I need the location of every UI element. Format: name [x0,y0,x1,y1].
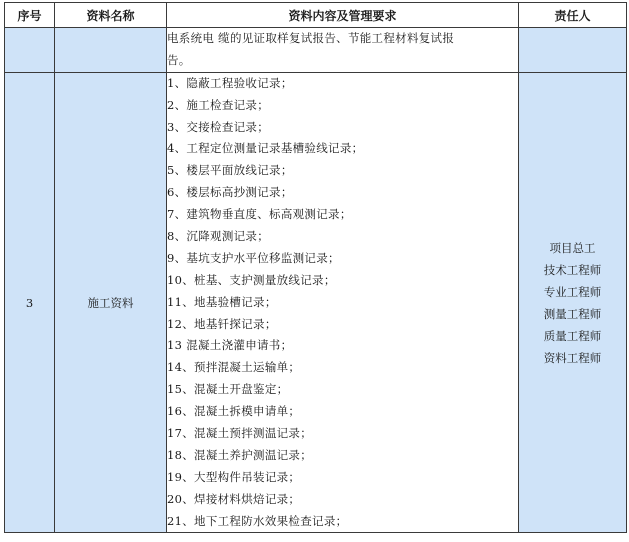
cell-name [55,72,167,533]
responsible-person: 技术工程师 [543,262,602,277]
header-row [5,3,627,28]
content-item: 14、预拌混凝土运输单； [167,360,301,375]
content-item: 8、沉降观测记录； [167,229,270,244]
content-item: 13 混凝土浇灌申请书； [167,338,293,353]
header-seq: 序号 [5,3,55,28]
responsible-person: 专业工程师 [543,284,602,299]
content-item: 21、地下工程防水效果检查记录； [167,513,348,528]
cell-name-empty [55,28,167,73]
cell-responsible-empty [519,28,627,73]
content-line: 电系统电 缆的见证取样复试报告、节能工程材料复试报 [167,31,455,45]
header-responsible: 责任人 [519,3,627,28]
cell-content-continued [167,28,519,73]
content-item: 10、桩基、支护测量放线记录； [167,272,336,287]
cell-seq-empty [5,28,55,73]
cell-seq [5,72,55,533]
responsible-person: 质量工程师 [543,328,602,343]
header-name: 资料名称 [55,3,167,28]
content-item: 11、地基验槽记录； [167,294,277,309]
content-item: 18、混凝土养护测温记录； [167,447,313,462]
content-item: 7、建筑物垂直度、标高观测记录； [167,207,352,222]
content-item: 6、楼层标高抄测记录； [167,185,293,200]
document-name: 施工资料 [87,295,134,310]
content-item: 19、大型构件吊装记录； [167,469,301,484]
cell-responsible [519,72,627,533]
content-item: 1、隐蔽工程验收记录； [167,75,293,90]
seq-number: 3 [25,295,34,310]
responsible-person: 测量工程师 [543,306,602,321]
cell-content-items [167,72,519,533]
table-row-construction [5,72,627,533]
document-table [4,2,627,533]
content-item: 20、焊接材料烘焙记录； [167,491,301,506]
content-item: 15、混凝土开盘鉴定； [167,382,289,397]
content-item: 16、混凝土拆模申请单； [167,404,301,419]
content-item: 4、工程定位测量记录基槽验线记录； [167,141,364,156]
content-item: 17、混凝土预拌测温记录； [167,426,313,441]
content-item: 2、施工检查记录； [167,97,270,112]
header-content: 资料内容及管理要求 [167,3,519,28]
content-line: 告。 [167,52,191,67]
content-item: 3、交接检查记录； [167,119,270,134]
responsible-person: 项目总工 [549,240,596,255]
content-item: 5、楼层平面放线记录； [167,163,293,178]
content-item: 12、地基钎探记录； [167,316,277,331]
table-row-continued [5,28,627,73]
content-item: 9、基坑支护水平位移监测记录； [167,250,340,265]
responsible-person: 资料工程师 [543,350,602,365]
